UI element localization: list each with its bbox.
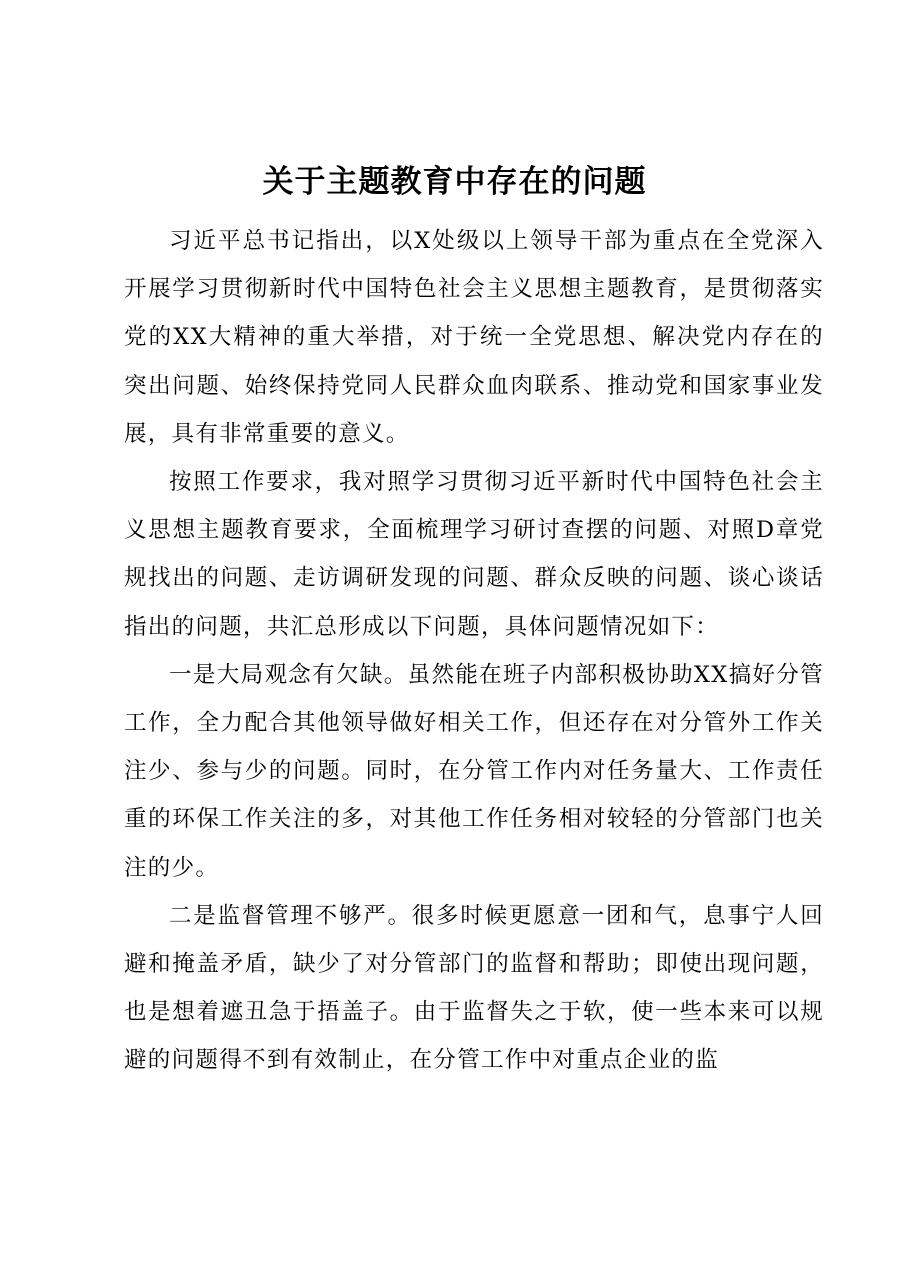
document-title: 关于主题教育中存在的问题 [262,164,647,200]
document-body [124,217,824,1085]
paragraph-intro: 习近平总书记指出，以X处级以上领导干部为重点在全党深入开展学习贯彻新时代中国特色社会主义思想主题教育，是贯彻落实党的XX大精神的重大举措，对于统一全党思想、解决党内存在的突出问题、始终保持党同人民群众血肉联系、推动党和国家事业发展，具有非常重要的意义。 [124,228,824,447]
paragraph-requirements: 按照工作要求，我对照学习贯彻习近平新时代中国特色社会主义思想主题教育要求，全面梳理学习研讨查摆的问题、对照D章党规找出的问题、走访调研发现的问题、群众反映的问题、谈心谈话指出的问题，共汇总形成以下问题，具体问题情况如下： [124,469,824,640]
paragraph-issue-two: 二是监督管理不够严。很多时候更愿意一团和气，息事宁人回避和掩盖矛盾，缺少了对分管部门的监督和帮助；即使出现问题，也是想着遮丑急于捂盖子。由于监督失之于软，使一些本来可以规避的问题得不到有效制止，在分管工作中对重点企业的监 [124,902,824,1074]
paragraph-issue-one: 一是大局观念有欠缺。虽然能在班子内部积极协助XX搞好分管工作，全力配合其他领导做好相关工作，但还存在对分管外工作关注少、参与少的问题。同时，在分管工作内对任务量大、工作责任重的环保工作关注的多，对其他工作任务相对较轻的分管部门也关注的少。 [124,661,824,881]
